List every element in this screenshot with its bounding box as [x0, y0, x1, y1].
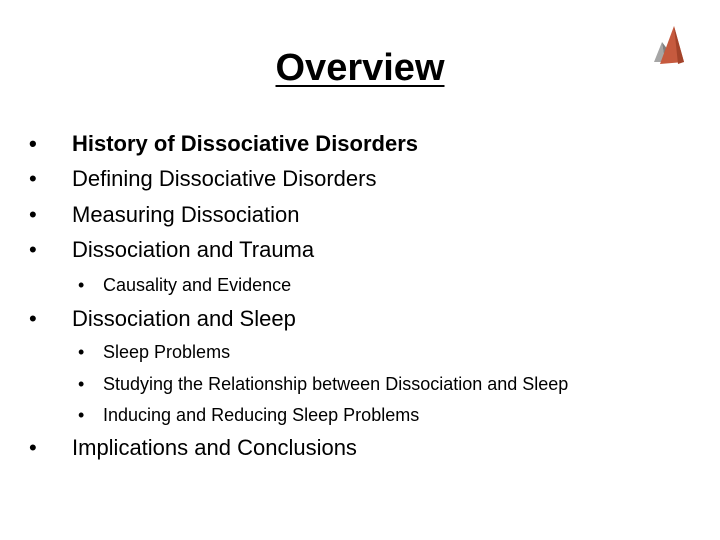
slide-title — [0, 42, 720, 94]
bullet-text: Causality and Evidence — [103, 275, 292, 295]
sub-bullet-item — [78, 340, 231, 364]
bullet-text: Dissociation and Sleep — [72, 306, 296, 331]
slide-title-text: Overview — [275, 47, 445, 89]
bullet-text: Studying the Relationship between Dissociation and Sleep — [103, 374, 569, 394]
bullet-marker: • — [29, 131, 37, 156]
bullet-item — [29, 130, 419, 158]
bullet-marker: • — [78, 405, 85, 425]
bullet-marker: • — [29, 435, 37, 460]
bullet-item — [29, 236, 315, 264]
bullet-text: History of Dissociative Disorders — [72, 131, 419, 156]
bullet-item — [29, 201, 300, 229]
bullet-text: Sleep Problems — [103, 342, 231, 362]
bullet-marker: • — [29, 237, 37, 262]
bullet-marker: • — [29, 202, 37, 227]
bullet-text: Dissociation and Trauma — [72, 237, 315, 262]
mountain-logo-icon — [650, 22, 690, 68]
bullet-text: Measuring Dissociation — [72, 202, 300, 227]
bullet-marker: • — [29, 166, 37, 191]
bullet-marker: • — [29, 306, 37, 331]
sub-bullet-item — [78, 372, 569, 396]
bullet-text: Implications and Conclusions — [72, 435, 357, 460]
bullet-text: Defining Dissociative Disorders — [72, 166, 377, 191]
bullet-text: Inducing and Reducing Sleep Problems — [103, 405, 420, 425]
bullet-item — [29, 165, 377, 193]
bullet-item — [29, 305, 296, 333]
sub-bullet-item — [78, 403, 420, 427]
sub-bullet-item — [78, 273, 292, 297]
bullet-marker: • — [78, 342, 85, 362]
bullet-item — [29, 434, 357, 462]
bullet-marker: • — [78, 275, 85, 295]
bullet-marker: • — [78, 374, 85, 394]
